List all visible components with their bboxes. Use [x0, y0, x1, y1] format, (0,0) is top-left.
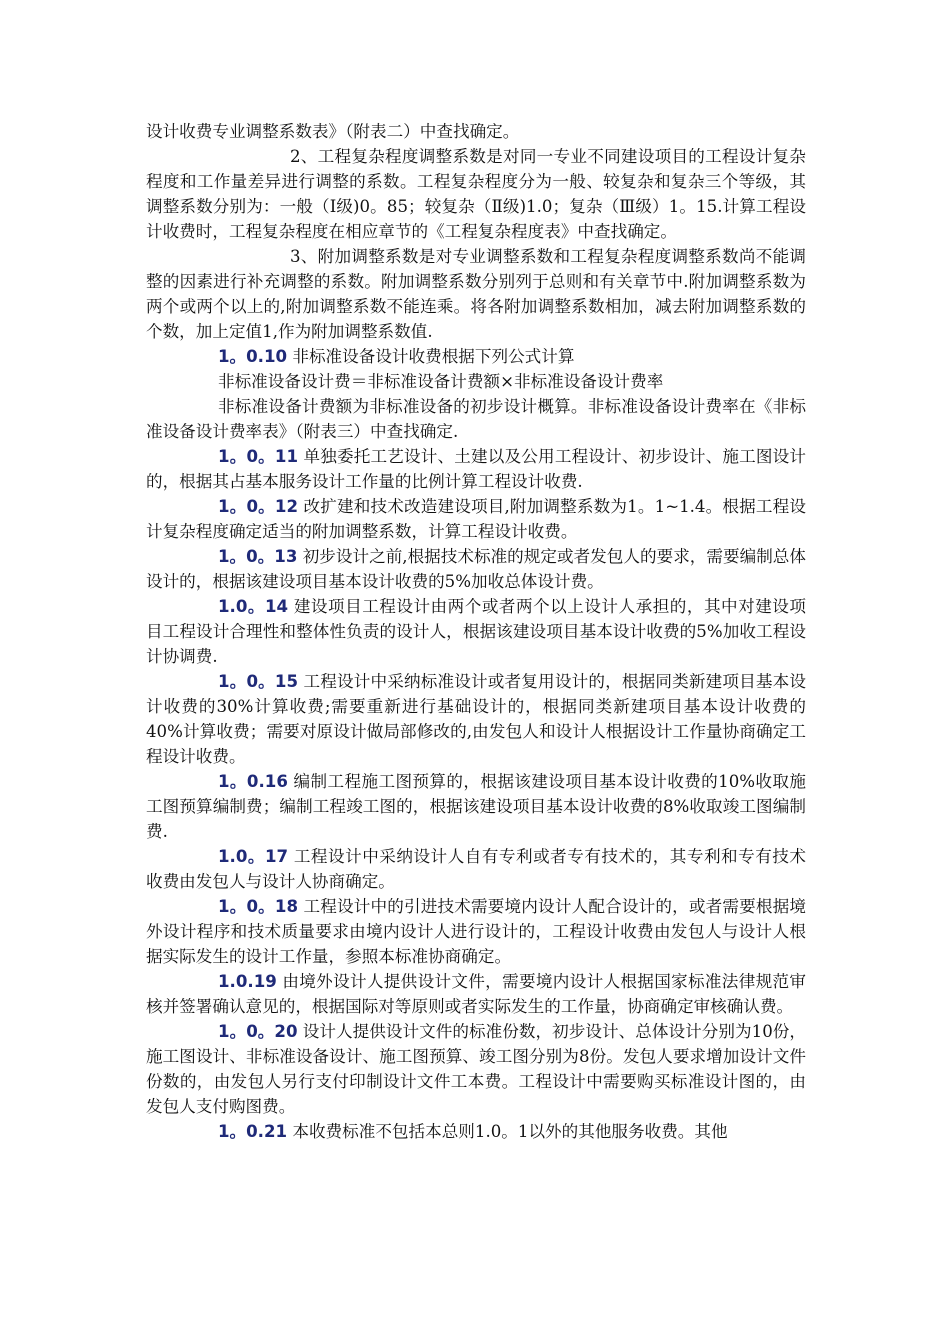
paragraph	[146, 494, 806, 544]
paragraph-number: 1。0。11	[218, 447, 299, 466]
paragraph-text: 改扩建和技术改造建设项目,附加调整系数为1。1~1.4。根据工程设计复杂程度确定适当的附加调整系数，计算工程设计收费。	[146, 497, 806, 541]
paragraph	[146, 369, 806, 394]
paragraph	[146, 669, 806, 769]
paragraph	[146, 1019, 806, 1119]
paragraph-number: 1.0。17	[218, 847, 289, 866]
paragraph	[146, 544, 806, 594]
paragraph-text: 工程设计中采纳标准设计或者复用设计的，根据同类新建项目基本设计收费的30%计算收费;需要重新进行基础设计的，根据同类新建项目基本设计收费的40%计算收费；需要对原设计做局部修改的,由发包人和设计人根据设计工作量协商确定工程设计收费。	[146, 672, 806, 766]
paragraph-number: 1。0.16	[218, 772, 288, 791]
paragraph-text: 非标准设备设计费＝非标准设备计费额×非标准设备设计费率	[218, 372, 664, 391]
paragraph-text: 非标准设备计费额为非标准设备的初步设计概算。非标准设备设计费率在《非标准设备设计费率表》（附表三）中查找确定.	[146, 397, 806, 441]
paragraph-number: 1.0。14	[218, 597, 289, 616]
paragraph-text: 编制工程施工图预算的，根据该建设项目基本设计收费的10%收取施工图预算编制费；编制工程竣工图的，根据该建设项目基本设计收费的8%收取竣工图编制费.	[146, 772, 806, 841]
paragraph	[146, 144, 806, 244]
paragraph-number: 1。0。15	[218, 672, 299, 691]
paragraph	[146, 769, 806, 844]
paragraph-text: 设计收费专业调整系数表》（附表二）中查找确定。	[146, 122, 520, 141]
paragraph-text: 本收费标准不包括本总则1.0。1以外的其他服务收费。其他	[287, 1122, 728, 1141]
paragraph-number: 1。0。20	[218, 1022, 298, 1041]
paragraph	[146, 344, 806, 369]
document-body	[146, 119, 806, 1144]
paragraph	[146, 119, 806, 144]
paragraph	[146, 244, 806, 344]
paragraph	[146, 594, 806, 669]
paragraph-text: 建设项目工程设计由两个或者两个以上设计人承担的，其中对建设项目工程设计合理性和整体性负责的设计人，根据该建设项目基本设计收费的5%加收工程设计协调费.	[146, 597, 806, 666]
paragraph	[146, 394, 806, 444]
paragraph-text: 初步设计之前,根据技术标准的规定或者发包人的要求，需要编制总体设计的，根据该建设项目基本设计收费的5%加收总体设计费。	[146, 547, 806, 591]
paragraph-text: 工程设计中的引进技术需要境内设计人配合设计的，或者需要根据境外设计程序和技术质量要求由境内设计人进行设计的，工程设计收费由发包人与设计人根据实际发生的设计工作量，参照本标准协商确定。	[146, 897, 806, 966]
paragraph-number: 1.0.19	[218, 972, 277, 991]
paragraph-text: 工程设计中采纳设计人自有专利或者专有技术的，其专利和专有技术收费由发包人与设计人协商确定。	[146, 847, 806, 891]
paragraph	[146, 969, 806, 1019]
paragraph-number: 1。0。18	[218, 897, 299, 916]
paragraph-number: 1。0.21	[218, 1122, 288, 1141]
paragraph	[146, 844, 806, 894]
paragraph-number: 1。0。13	[218, 547, 298, 566]
paragraph	[146, 444, 806, 494]
paragraph-text: 2、工程复杂程度调整系数是对同一专业不同建设项目的工程设计复杂程度和工作量差异进行调整的系数。工程复杂程度分为一般、较复杂和复杂三个等级，其调整系数分别为：一般（Ⅰ级)0。85；较复杂（Ⅱ级)1.0；复杂（Ⅲ级）1。15.计算工程设计收费时，工程复杂程度在相应章节的《工程复杂程度表》中查找确定。	[146, 147, 806, 241]
paragraph	[146, 1119, 806, 1144]
paragraph-number: 1。0.10	[218, 347, 288, 366]
paragraph-text: 3、附加调整系数是对专业调整系数和工程复杂程度调整系数尚不能调整的因素进行补充调整的系数。附加调整系数分别列于总则和有关章节中.附加调整系数为两个或两个以上的,附加调整系数不能连乘。将各附加调整系数相加，减去附加调整系数的个数，加上定值1,作为附加调整系数值.	[146, 247, 806, 341]
paragraph-text: 单独委托工艺设计、土建以及公用工程设计、初步设计、施工图设计的，根据其占基本服务设计工作量的比例计算工程设计收费.	[146, 447, 806, 491]
paragraph-text: 设计人提供设计文件的标准份数，初步设计、总体设计分别为10份，施工图设计、非标准设备设计、施工图预算、竣工图分别为8份。发包人要求增加设计文件份数的，由发包人另行支付印制设计文件工本费。工程设计中需要购买标准设计图的，由发包人支付购图费。	[146, 1022, 807, 1116]
paragraph-text: 由境外设计人提供设计文件，需要境内设计人根据国家标准法律规范审核并签署确认意见的，根据国际对等原则或者实际发生的工作量，协商确定审核确认费。	[146, 972, 806, 1016]
paragraph-number: 1。0。12	[218, 497, 299, 516]
paragraph-text: 非标准设备设计收费根据下列公式计算	[287, 347, 575, 366]
paragraph	[146, 894, 806, 969]
